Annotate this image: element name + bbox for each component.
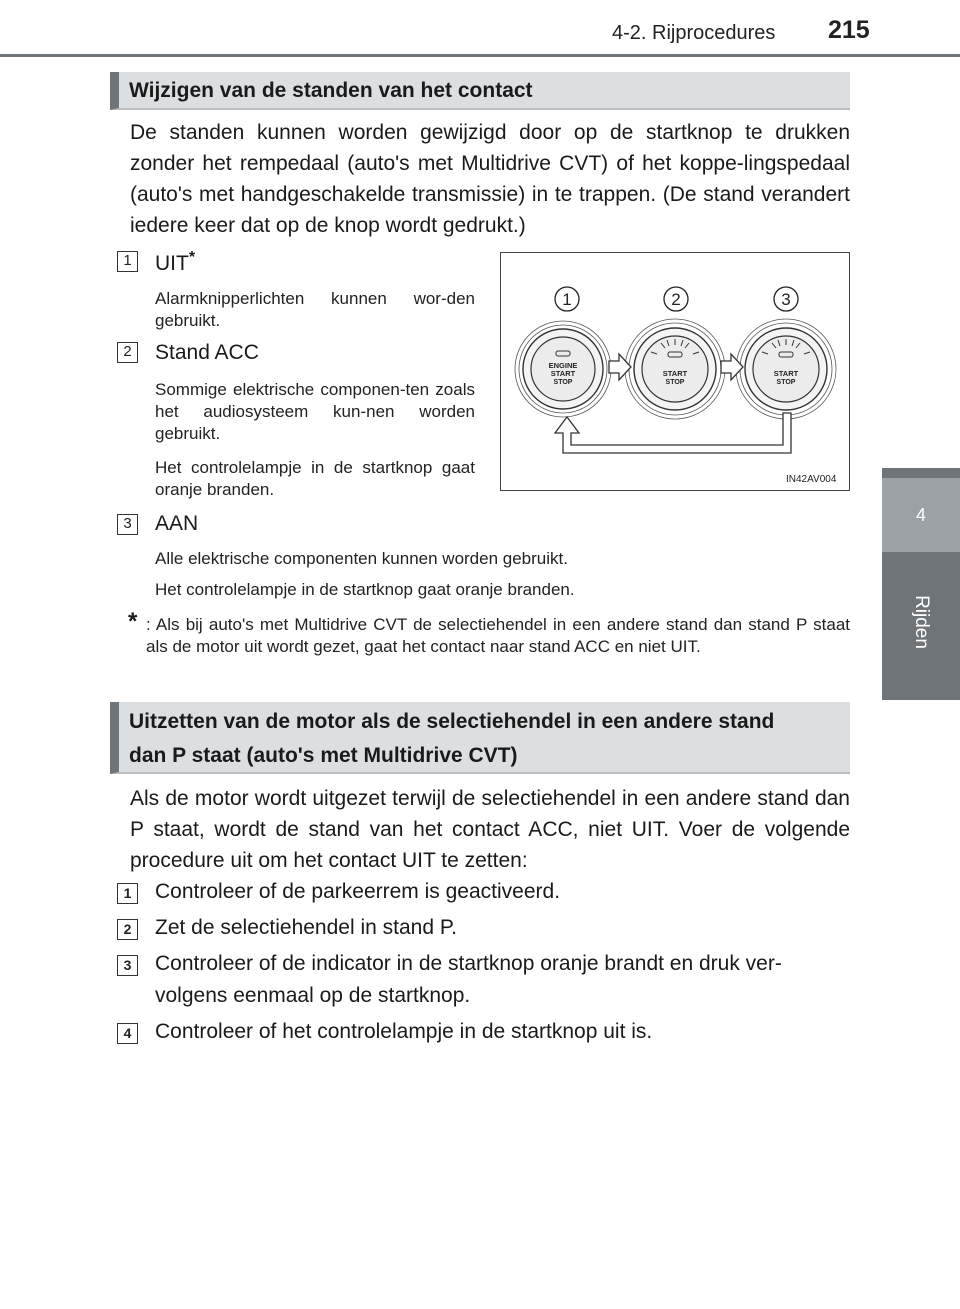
section-intro-text: Als de motor wordt uitgezet terwijl de selectiehendel in een andere stand dan P staat, wordt de stand van het contact ACC, niet UIT. Voer de volgende procedure uit om het contact UIT te zetten: [130,787,850,872]
chapter-tab-label [882,560,960,690]
svg-text:ENGINE: ENGINE [548,361,578,370]
svg-text:2: 2 [671,290,681,309]
item-description: Alle elektrische componenten kunnen worden gebruikt. [155,549,568,568]
step-number-badge: 1 [117,883,138,904]
chapter-tab-label-text: Rijden [911,595,932,649]
step-text: Controleer of het controlelampje in de startknop uit is. [155,1020,653,1043]
svg-text:1: 1 [562,290,572,309]
figure-code: IN42AV004 [786,474,837,485]
svg-text:3: 3 [781,290,791,309]
section-heading [110,702,850,774]
item-number-badge: 3 [117,514,138,535]
item-number-badge: 2 [117,342,138,363]
svg-text:START: START [550,369,576,378]
running-header-section: 4-2. Rijprocedures [612,22,776,44]
item-description: Sommige elektrische componen-ten zoals het audiosysteem kun-nen worden gebruikt. [155,380,475,443]
item-description: Alarmknipperlichten kunnen wor-den gebruikt. [155,289,475,330]
callout-1 [555,287,579,311]
step-number-badge: 2 [117,919,138,940]
step-text: Zet de selectiehendel in stand P. [155,916,457,939]
step-number-badge: 4 [117,1023,138,1044]
callout-3 [774,287,798,311]
footnote-text: : Als bij auto's met Multidrive CVT de selectiehendel in een andere stand dan stand P staat als de motor uit wordt gezet, gaat het contact naar stand ACC en niet UIT. [146,615,850,656]
start-button-illustration [500,252,850,491]
arrow-right-icon [609,354,631,380]
page-number: 215 [828,16,870,44]
step-text: Controleer of de parkeerrem is geactiveerd. [155,880,561,903]
section-intro-text: De standen kunnen worden gewijzigd door op de startknop te drukken zonder het rempedaal (auto's met Multidrive CVT) of het koppe-lingspedaal (auto's met handgeschakelde transmissie) in te trappen. (De stand verandert iedere keer dat op de knop wordt gedrukt.) [130,121,850,237]
svg-text:START: START [773,369,799,378]
start-button-off-icon [515,321,611,417]
item-title: Stand ACC [155,341,259,364]
svg-text:STOP: STOP [665,379,685,386]
item-title: AAN [155,512,199,535]
svg-text:STOP: STOP [553,379,573,386]
footnote-mark: * [128,608,138,635]
step-text: Controleer of de indicator in de startknop oranje brandt en druk ver-volgens eenmaal op de startknop. [155,952,782,1007]
callout-2 [664,287,688,311]
item-title-text: UIT [155,252,189,275]
item-description: Het controlelampje in de startknop gaat oranje branden. [155,458,475,499]
section-heading: Wijzigen van de standen van het contact [110,72,850,110]
section-heading-line: Uitzetten van de motor als de selectiehendel in een andere stand [129,710,775,733]
start-button-acc-icon [625,319,725,419]
footnote-mark: * [188,249,196,266]
item-number-badge: 1 [117,251,138,272]
svg-text:START: START [662,369,688,378]
start-button-on-icon [736,319,836,419]
svg-text:STOP: STOP [776,379,796,386]
chapter-tab-number: 4 [882,478,960,552]
section-heading-line: dan P staat (auto's met Multidrive CVT) [129,744,518,767]
item-description: Het controlelampje in de startknop gaat oranje branden. [155,580,575,599]
item-title [155,249,195,276]
header-rule [0,54,960,57]
step-number-badge: 3 [117,955,138,976]
